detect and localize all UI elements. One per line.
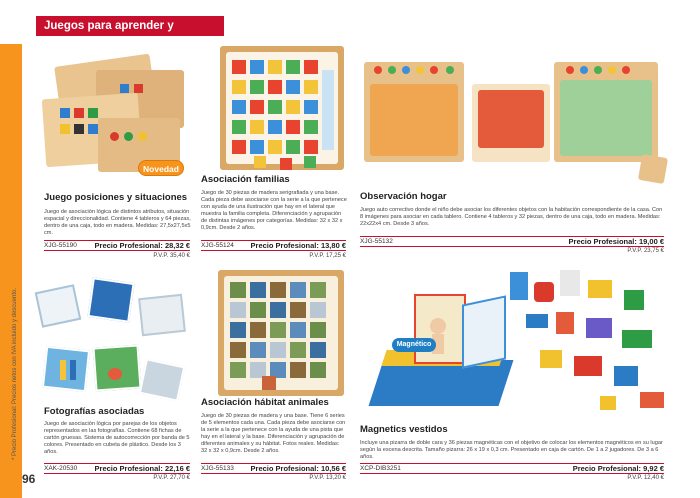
price-pvp: P.V.P. 27,70 €	[153, 475, 190, 481]
product-title: Asociación hábitat animales	[201, 397, 329, 408]
price-professional: Precio Profesional: 10,56 €	[250, 464, 346, 473]
price-pvp: P.V.P. 23,75 €	[627, 248, 664, 254]
page-number: 96	[22, 472, 36, 486]
price-professional: Precio Profesional: 22,16 €	[94, 464, 190, 473]
price-row	[360, 463, 664, 474]
product-title: Asociación familias	[201, 174, 290, 185]
price-row	[201, 463, 346, 474]
product-title: Magnetics vestidos	[360, 424, 448, 435]
price-professional: Precio Profesional: 9,92 €	[572, 464, 664, 473]
price-pvp: P.V.P. 12,40 €	[627, 475, 664, 481]
price-footnote: * Precio Profesional: Precios netos con IVA incluido y descuento.	[12, 288, 18, 460]
price-row	[44, 240, 190, 251]
product-ref: XJG-55124	[201, 242, 234, 249]
product-title: Juego posiciones y situaciones	[44, 192, 188, 203]
section-title: Juegos para aprender y descubrir	[36, 16, 224, 36]
price-pvp: P.V.P. 17,25 €	[309, 253, 346, 259]
product-description: Juego de asociación lógica por parejas de los objetos representados en las fotografías. Contiene 68 fichas de cartón gruesas. Sistema de autocorrección por banda de 5 colores. Presentado en cubeta de plástico. Desde los 3 años.	[44, 421, 190, 455]
product-ref: XJG-55190	[44, 242, 77, 249]
product-ref: XJG-55132	[360, 238, 393, 245]
price-professional: Precio Profesional: 28,32 €	[94, 241, 190, 250]
product-title: Fotografías asociadas	[44, 406, 145, 417]
price-pvp: P.V.P. 13,20 €	[309, 475, 346, 481]
price-row	[360, 236, 664, 247]
magnetico-badge: Magnético	[392, 338, 436, 352]
price-professional: Precio Profesional: 19,00 €	[568, 237, 664, 246]
product-description: Juego auto correctivo donde el niño debe asociar los diferentes objetos con la habitación correspondiente de la casa. Con 8 imágenes para asociar en cada tablero. Contiene 4 tableros y 32 piezas, dentro de una caja, todo en madera. Medidas: 22x22x4 cm. Desde 3 años.	[360, 207, 663, 227]
product-description: Juego de 30 piezas de madera serigrafiada y una base. Cada pieza debe asociarse con la serie a la que pertenece con ayuda de una ilustración que hay en el lateral que muestra la familia completa. Diferenciación y agrupación de distintas imágenes por categorías. Medidas: 32 x 32 x 0,9cm. Desde 2 años.	[201, 190, 347, 231]
novedad-badge: Novedad	[138, 160, 184, 176]
product-description: Juego de 30 piezas de madera y una base. Tiene 6 series de 5 elementos cada una. Cada pieza debe asociarse con la serie a la que pertenece con la ayuda de una pista que hay en el lateral y la base. Diferenciación y agrupación de diferentes animales y su hábitat. Fotos reales. Medidas: 32 x 32 x 0,9cm. Desde 2 años.	[201, 413, 346, 454]
product-ref: XCP-DIB3251	[360, 465, 401, 472]
product-description: Juego de asociación lógica de distintos atributos, situación espacial y direccionalidad. Contiene 4 tableros y 64 piezas, dentro de una caja, todo en madera. Medidas: 27,5x27,5x5 cm.	[44, 209, 191, 236]
product-ref: XJG-55133	[201, 465, 234, 472]
product-ref: XAK-20530	[44, 465, 78, 472]
product-description: Incluye una pizarra de doble cara y 36 piezas magnéticas con el objetivo de colocar los elementos magnéticos en su lugar según la escena descrita. Tamaño pizarra: 26 x 19 x 0,3 cm. Presentado en caja de cartón. De 1 a 2 jugadores. De 3 a 6 años.	[360, 440, 663, 460]
product-title: Observación hogar	[360, 191, 447, 202]
price-row	[44, 463, 190, 474]
price-pvp: P.V.P. 35,40 €	[153, 253, 190, 259]
price-professional: Precio Profesional: 13,80 €	[250, 241, 346, 250]
price-row	[201, 240, 346, 251]
